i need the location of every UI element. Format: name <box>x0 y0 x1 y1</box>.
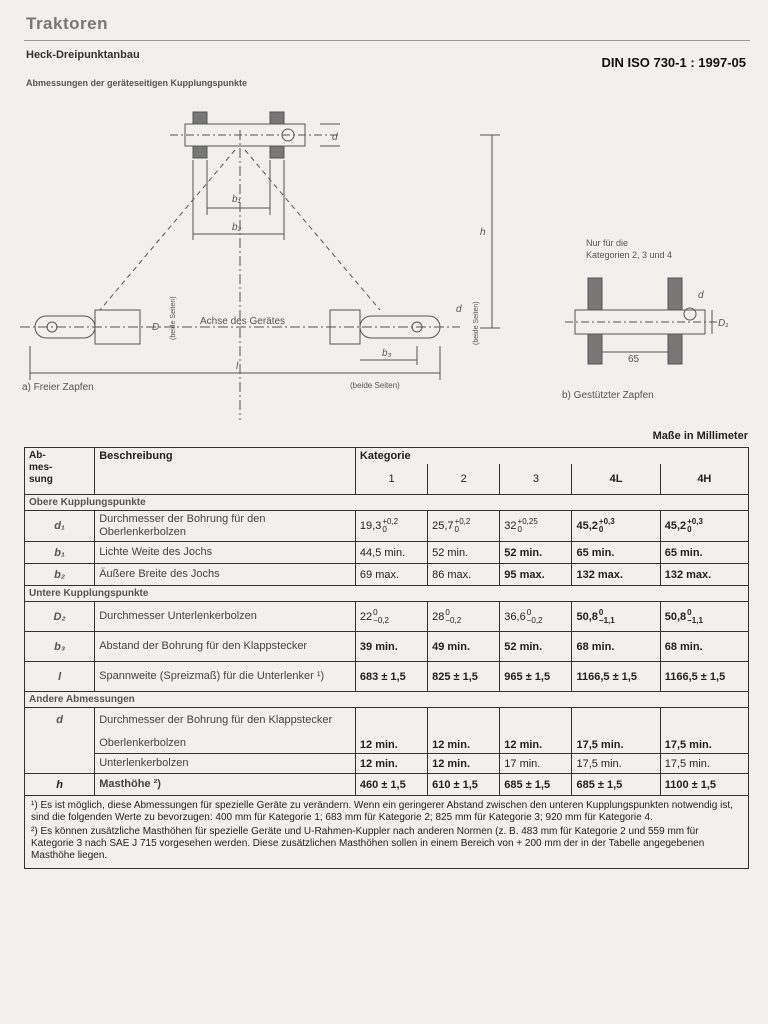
value-cell: 12 min. <box>428 708 500 754</box>
technical-drawing <box>0 90 768 420</box>
description-cell: Unterlenkerbolzen <box>95 754 356 774</box>
symbol-cell: h <box>25 774 95 796</box>
footnote-2: ²) Es können zusätzliche Masthöhen für spezielle Geräte und U-Rahmen-Kuppler nach anderen Normen (z. B. 483 mm für Kategorie 2 und 559 mm für Kategorie 3 nach SAE J 715 vorgesehen werden. Diese zusätzlichen Masthöhen sollen in einem Bereich von + 200 mm der in der Tabelle angegebenen Masthöhe liegen. <box>31 826 705 861</box>
value-cell: 17,5 min. <box>572 754 660 774</box>
category-2: 2 <box>428 464 500 495</box>
description-cell: Durchmesser der Bohrung für den Oberlenkerbolzen <box>95 511 356 542</box>
table-row <box>25 542 749 564</box>
value-cell: 36,6 0 −0,2 <box>500 602 572 632</box>
label-b3: b₃ <box>382 348 392 359</box>
section-row-other <box>25 692 749 708</box>
symbol-cell: d <box>25 708 95 774</box>
value-cell: 17,5 min. <box>660 754 748 774</box>
upper-yoke-left-bottom <box>193 146 207 158</box>
label-left-side: (beide Seiten) <box>170 296 177 340</box>
description-cell: Durchmesser Unterlenkerbolzen <box>95 602 356 632</box>
value-cell: 65 min. <box>660 542 748 564</box>
section-row-upper <box>25 495 749 511</box>
caption-supported-pin: b) Gestützter Zapfen <box>562 390 654 401</box>
section-title: Andere Abmessungen <box>25 692 749 708</box>
description-cell: Spannweite (Spreizmaß) für die Unterlenker ¹) <box>95 662 356 692</box>
symbol-cell: D₂ <box>25 602 95 632</box>
value-cell: 69 max. <box>355 564 427 586</box>
label-both-sides: (beide Seiten) <box>350 381 400 390</box>
value-cell: 52 min. <box>500 542 572 564</box>
value-cell: 68 min. <box>660 632 748 662</box>
upper-yoke-right <box>270 112 284 124</box>
value-cell: 685 ± 1,5 <box>572 774 660 796</box>
label-D1: D₁ <box>718 318 729 329</box>
label-l: l <box>236 361 239 372</box>
label-right-side: (beide Seiten) <box>473 301 480 345</box>
units-note: Maße in Millimeter <box>652 430 748 442</box>
value-cell: 86 max. <box>428 564 500 586</box>
value-cell: 965 ± 1,5 <box>500 662 572 692</box>
label-d-b: d <box>698 290 704 301</box>
document-subtitle: Heck-Dreipunktanbau <box>26 49 140 61</box>
label-axis: Achse des Gerätes <box>200 316 286 327</box>
table-row <box>25 564 749 586</box>
section-row-lower <box>25 586 749 602</box>
value-cell: 22 0 −0,2 <box>355 602 427 632</box>
footnotes <box>24 796 749 869</box>
value-cell: 12 min. <box>428 754 500 774</box>
value-cell: 17,5 min. <box>660 708 748 754</box>
description-cell: Masthöhe ²) <box>95 774 356 796</box>
value-cell: 45,2 +0,3 0 <box>572 511 660 542</box>
label-h: h <box>480 227 486 238</box>
value-cell: 19,3 +0,2 0 <box>355 511 427 542</box>
page-title: Traktoren <box>26 14 108 33</box>
value-cell: 17 min. <box>500 754 572 774</box>
category-4L: 4L <box>572 464 660 495</box>
header-kategorie: Kategorie <box>355 448 748 465</box>
value-cell: 25,7 +0,2 0 <box>428 511 500 542</box>
header-divider <box>24 40 750 41</box>
value-cell: 683 ± 1,5 <box>355 662 427 692</box>
value-cell: 49 min. <box>428 632 500 662</box>
table-row <box>25 602 749 632</box>
description-cell: Abstand der Bohrung für den Klappstecker <box>95 632 356 662</box>
value-cell: 132 max. <box>572 564 660 586</box>
caption-free-pin: a) Freier Zapfen <box>22 382 94 393</box>
value-cell: 460 ± 1,5 <box>355 774 427 796</box>
footnote-1: ¹) Es ist möglich, diese Abmessungen für spezielle Geräte zu verändern. Wenn ein geringerer Abstand zwischen den unteren Kupplungspunkten notwendig ist, sind die folgenden Werte zu bevorzugen: 400 mm für Kategorie 1; 683 mm für Kategorie 2; 825 mm für Kategorie 3; 920 mm für Kategorie 4. <box>31 800 733 823</box>
symbol-cell: b₃ <box>25 632 95 662</box>
value-cell: 52 min. <box>500 632 572 662</box>
value-cell: 685 ± 1,5 <box>500 774 572 796</box>
value-cell: 45,2 +0,3 0 <box>660 511 748 542</box>
label-65: 65 <box>628 354 640 365</box>
description-cell: Lichte Weite des Jochs <box>95 542 356 564</box>
value-cell: 12 min. <box>355 708 427 754</box>
note-only-for-line1: Nur für die <box>586 238 629 248</box>
value-cell: 95 max. <box>500 564 572 586</box>
value-cell: 825 ± 1,5 <box>428 662 500 692</box>
symbol-cell: d₁ <box>25 511 95 542</box>
value-cell: 39 min. <box>355 632 427 662</box>
label-d: d <box>456 304 462 315</box>
value-cell: 12 min. <box>500 708 572 754</box>
symbol-cell: b₁ <box>25 542 95 564</box>
description-cell: Äußere Breite des Jochs <box>95 564 356 586</box>
value-cell: 50,8 0 −1,1 <box>660 602 748 632</box>
section-heading: Abmessungen der geräteseitigen Kupplungspunkte <box>26 78 248 88</box>
value-cell: 1100 ± 1,5 <box>660 774 748 796</box>
value-cell: 50,8 0 −1,1 <box>572 602 660 632</box>
upper-yoke-right-bottom <box>270 146 284 158</box>
upper-yoke-left <box>193 112 207 124</box>
standard-number: DIN ISO 730-1 : 1997-05 <box>601 55 746 70</box>
value-cell: 28 0 −0,2 <box>428 602 500 632</box>
label-D: D <box>152 322 160 333</box>
table-row <box>25 632 749 662</box>
value-cell: 12 min. <box>355 754 427 774</box>
value-cell: 610 ± 1,5 <box>428 774 500 796</box>
value-cell: 32 +0,25 0 <box>500 511 572 542</box>
section-title: Untere Kupplungspunkte <box>25 586 749 602</box>
table-row <box>25 511 749 542</box>
description-cell: Oberlenkerbolzen <box>95 734 356 754</box>
label-d-small: d <box>332 132 338 143</box>
symbol-cell: l <box>25 662 95 692</box>
value-cell: 44,5 min. <box>355 542 427 564</box>
dimensions-table <box>24 447 749 796</box>
category-4H: 4H <box>660 464 748 495</box>
value-cell: 132 max. <box>660 564 748 586</box>
table-header-row <box>25 448 749 465</box>
value-cell: 65 min. <box>572 542 660 564</box>
value-cell: 68 min. <box>572 632 660 662</box>
value-cell: 17,5 min. <box>572 708 660 754</box>
description-cell: Durchmesser der Bohrung für den Klappstecker <box>95 708 356 734</box>
table-row <box>25 754 749 774</box>
table-row <box>25 774 749 796</box>
label-b1: b₁ <box>232 194 241 205</box>
header-abmessung: Ab- mes- sung <box>25 448 95 495</box>
value-cell: 1166,5 ± 1,5 <box>660 662 748 692</box>
header-beschreibung: Beschreibung <box>95 448 356 495</box>
note-only-for-line2: Kategorien 2, 3 und 4 <box>586 250 673 260</box>
label-b2: b₂ <box>232 222 242 233</box>
table-row <box>25 662 749 692</box>
category-3: 3 <box>500 464 572 495</box>
value-cell: 1166,5 ± 1,5 <box>572 662 660 692</box>
category-1: 1 <box>355 464 427 495</box>
symbol-cell: b₂ <box>25 564 95 586</box>
section-title: Obere Kupplungspunkte <box>25 495 749 511</box>
table-row <box>25 708 749 734</box>
value-cell: 52 min. <box>428 542 500 564</box>
